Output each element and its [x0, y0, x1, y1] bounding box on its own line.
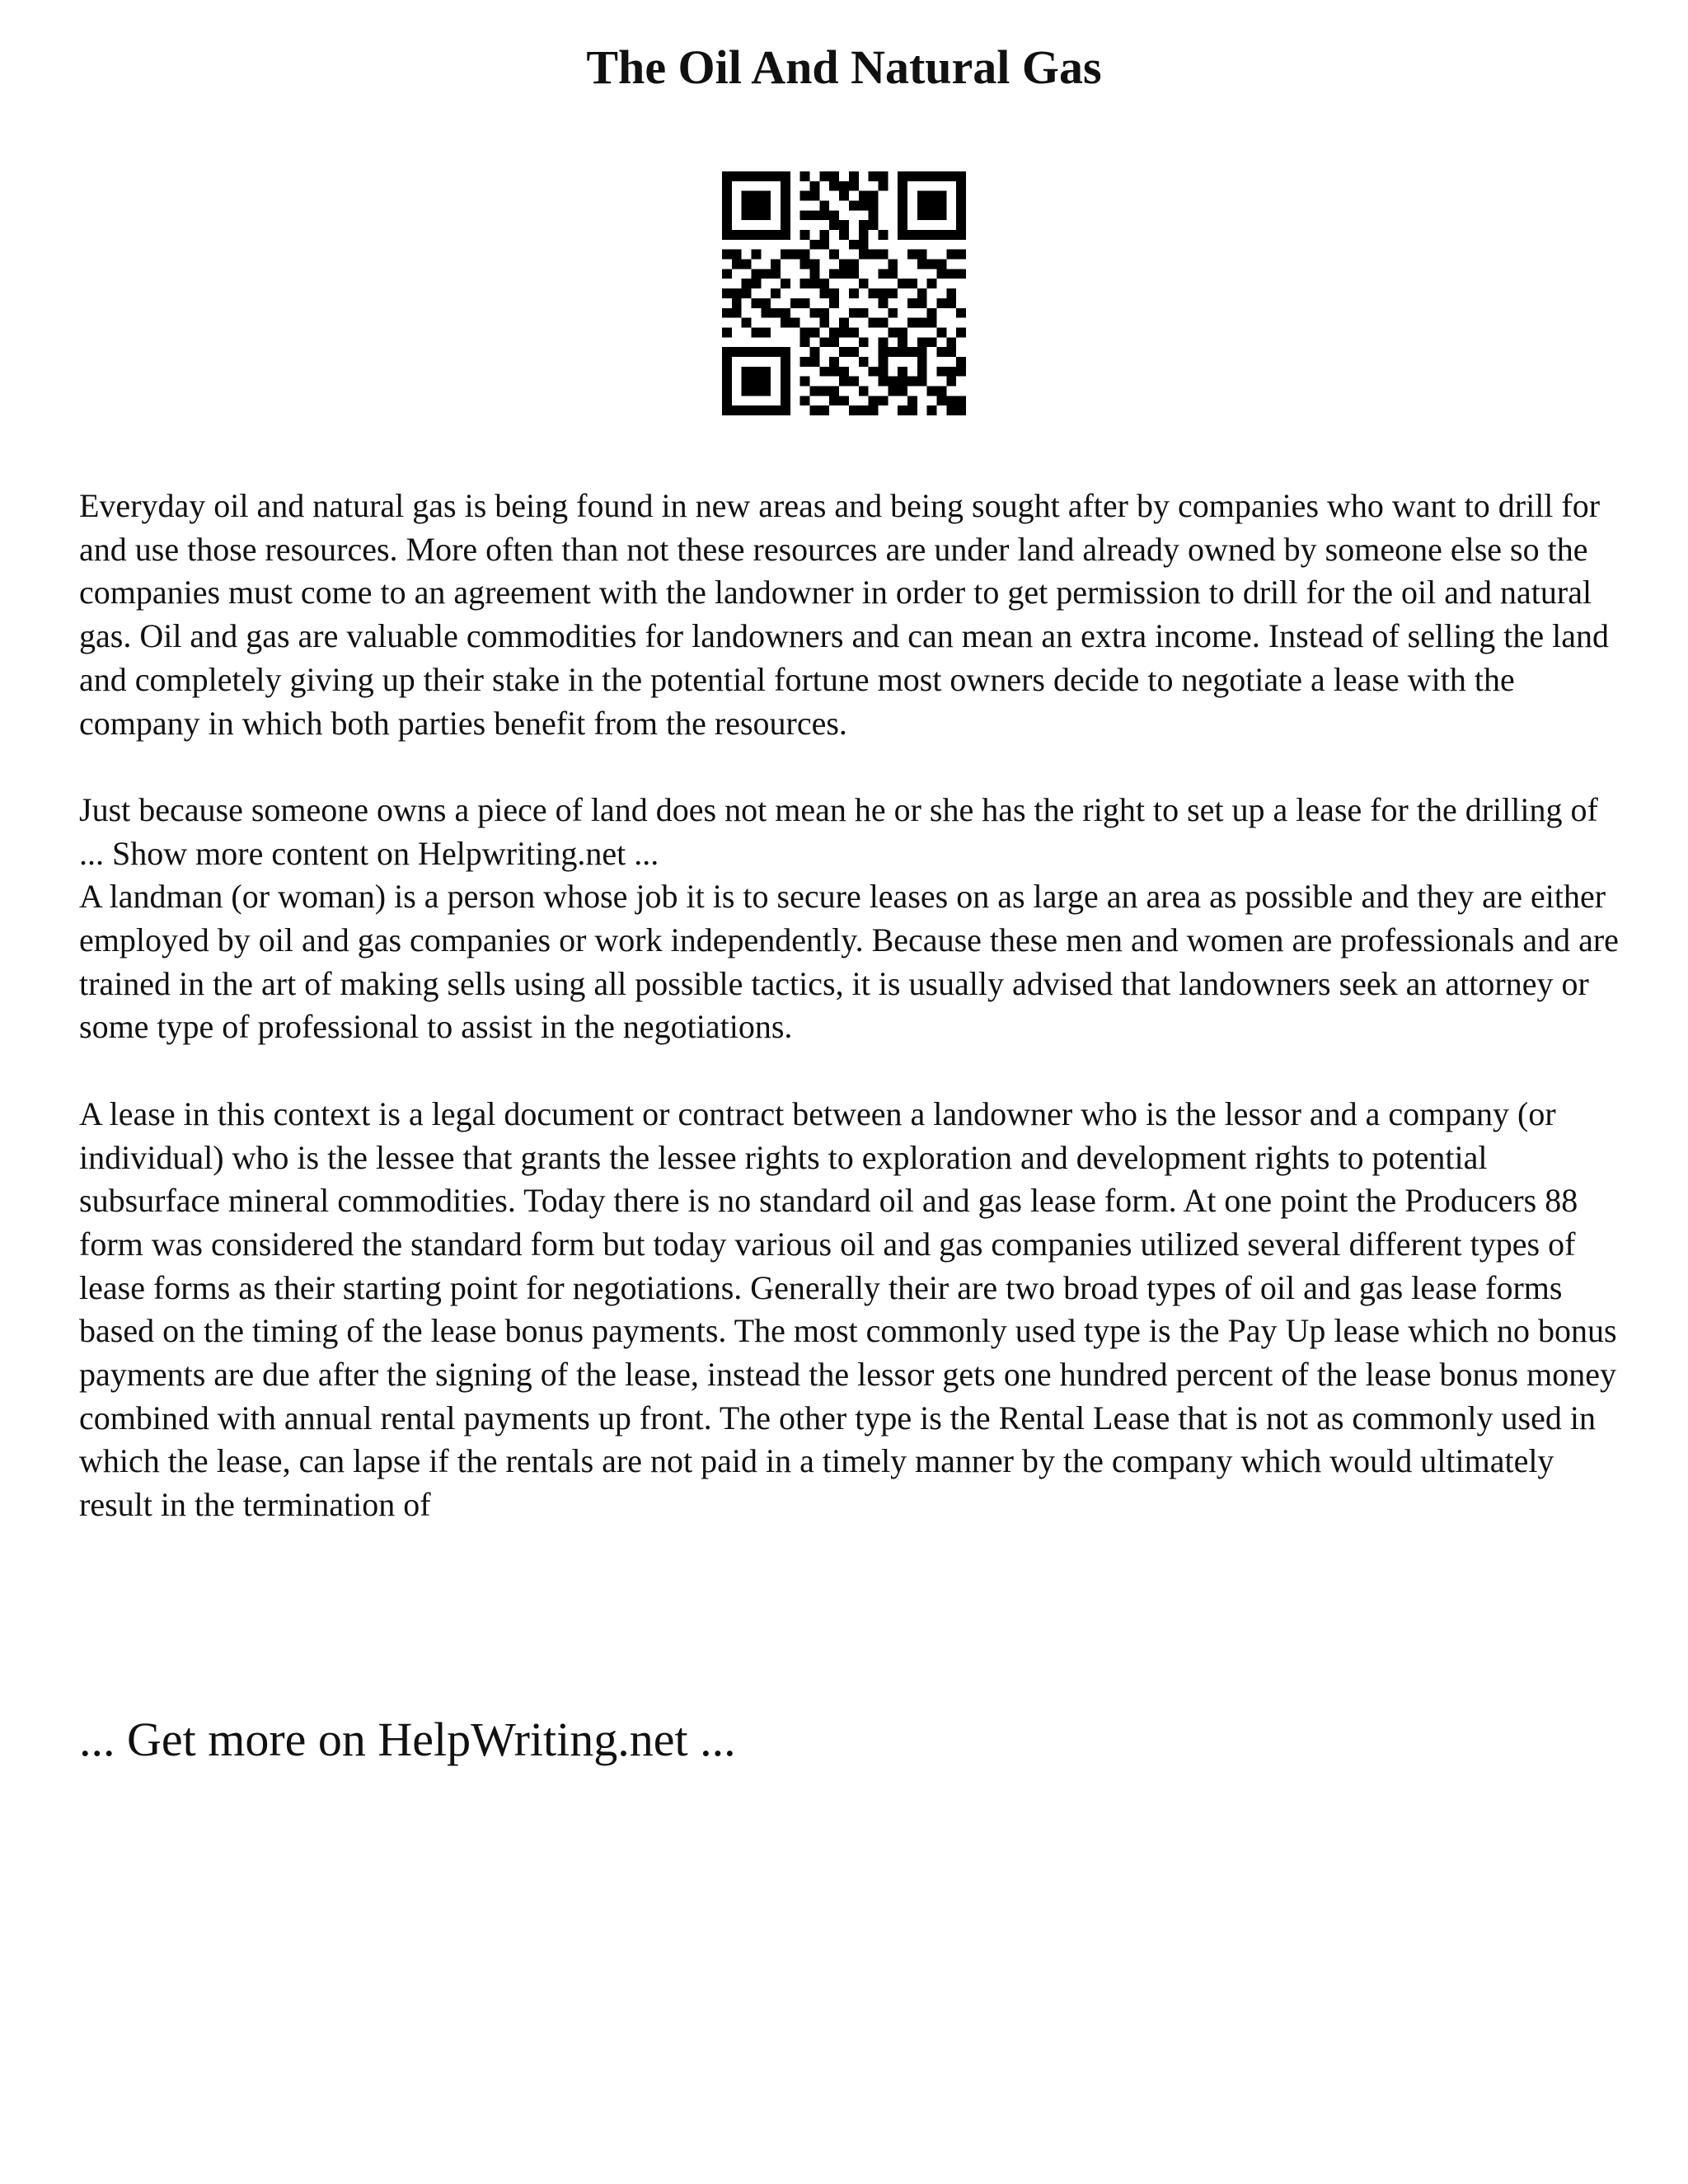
- paragraph-intro: Everyday oil and natural gas is being found in new areas and being sought after by companies who want to drill for and use those resources. More often than not these resources are under land already owned by someone else so the companies must come to an agreement with the landowner in order to get permission to drill for the oil and natural gas. Oil and gas are valuable commodities for landowners and can mean an extra income. Instead of selling the land and completely giving up their stake in the potential fortune most owners decide to negotiate a lease with the company in which both parties benefit from the resources.: [79, 487, 1610, 742]
- article-body: [79, 485, 1629, 1527]
- paragraph-lease-definition: A lease in this context is a legal document or contract between a landowner who is the lessor and a company (or individual) who is the lessee that grants the lessee rights to exploration and development rights to potential subsurface mineral commodities. Today there is no standard oil and gas lease form. At one point the Producers 88 form was considered the standard form but today various oil and gas companies utilized several different types of lease forms as their starting point for negotiations. Generally their are two broad types of oil and gas lease forms based on the timing of the lease bonus payments. The most commonly used type is the Pay Up lease which no bonus payments are due after the signing of the lease, instead the lessor gets one hundred percent of the lease bonus money combined with annual rental payments up front. The other type is the Rental Lease that is not as commonly used in which the lease, can lapse if the rentals are not paid in a timely manner by the company which would ultimately result in the termination of: [79, 1094, 1617, 1524]
- get-more-link[interactable]: ... Get more on HelpWriting.net ...: [79, 1713, 736, 1766]
- paragraph-land-rights: Just because someone owns a piece of land does not mean he or she has the right to set up a lease for the drilling of ... Show more content on Helpwriting.net ...: [79, 790, 1598, 872]
- qr-code-icon: [722, 171, 966, 415]
- page-title: The Oil And Natural Gas: [586, 40, 1102, 94]
- paragraph-landman: A landman (or woman) is a person whose job it is to secure leases on as large an area as possible and they are either employed by oil and gas companies or work independently. Because these men and women are professionals and are trained in the art of making sells using all possible tactics, it is usually advised that landowners seek an attorney or some type of professional to assist in the negotiations.: [79, 878, 1619, 1046]
